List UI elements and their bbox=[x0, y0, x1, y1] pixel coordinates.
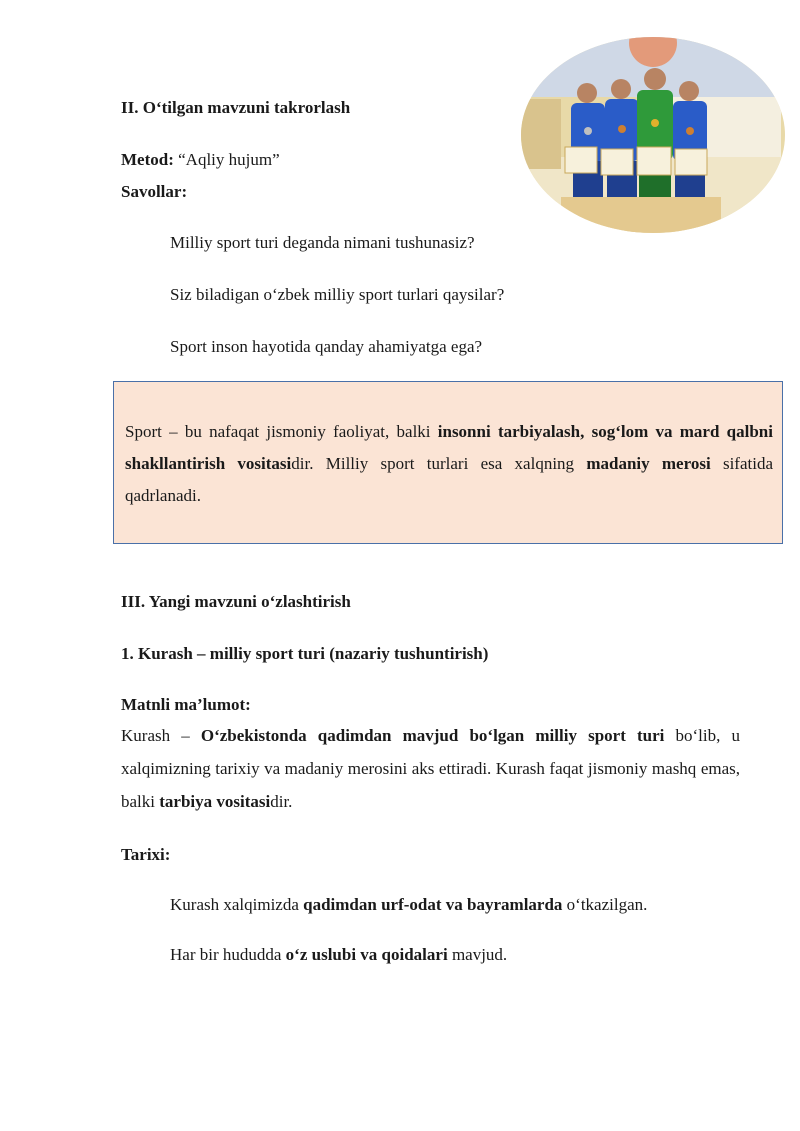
section-heading: III. Yangi mavzuni o‘zlashtirish bbox=[121, 592, 351, 611]
paragraph-text-segment: Kurash – bbox=[121, 726, 201, 745]
paragraph-text-segment: bo‘lib, u xalqimizning tarixiy va madaniy merosini aks ettiradi. Kurash faqat jismoniy mashq emas, balki bbox=[121, 726, 740, 811]
questions-label: Savollar: bbox=[121, 182, 188, 201]
question-item: Siz biladigan o‘zbek milliy sport turlari qaysilar? bbox=[170, 285, 505, 304]
paragraph-emphasis: O‘zbekistonda qadimdan mavjud bo‘lgan milliy sport turi bbox=[200, 726, 665, 745]
history-text-segment: o‘tkazilgan. bbox=[562, 895, 648, 914]
info-label: Matnli ma’lumot: bbox=[121, 695, 251, 714]
history-emphasis: qadimdan urf-odat va bayramlarda bbox=[303, 895, 563, 914]
method-line bbox=[121, 150, 280, 170]
callout-emphasis: madaniy merosi bbox=[586, 454, 711, 473]
callout-text-segment: sifatida qadrlanadi. bbox=[125, 454, 773, 505]
callout-emphasis: insonni tarbiyalash, sog‘lom va mard qalbni shakllantirish vositasi bbox=[125, 422, 773, 473]
paragraph-text-segment: dir. bbox=[270, 792, 293, 811]
history-text-segment: mavjud. bbox=[447, 945, 508, 964]
method-label: Metod: bbox=[121, 150, 174, 169]
history-item bbox=[170, 945, 507, 965]
section-heading: II. O‘tilgan mavzuni takrorlash bbox=[121, 98, 351, 117]
callout-text bbox=[125, 416, 773, 512]
callout-box bbox=[113, 381, 783, 544]
question-item: Sport inson hayotida qanday ahamiyatga ega? bbox=[170, 337, 483, 356]
history-label: Tarixi: bbox=[121, 845, 171, 864]
question-item: Milliy sport turi deganda nimani tushunasiz? bbox=[170, 233, 475, 252]
callout-text-segment: dir. Milliy sport turlari esa xalqning bbox=[291, 454, 587, 473]
history-item bbox=[170, 895, 647, 915]
wrestlers-podium-photo bbox=[521, 37, 785, 233]
history-text-segment: Kurash xalqimizda bbox=[170, 895, 304, 914]
wrestlers-photo-illustration bbox=[521, 37, 785, 233]
history-emphasis: o‘z uslubi va qoidalari bbox=[285, 945, 448, 964]
kurash-paragraph bbox=[121, 719, 740, 818]
callout-text-segment: Sport – bu nafaqat jismoniy faoliyat, balki bbox=[125, 422, 438, 441]
method-value: “Aqliy hujum” bbox=[173, 150, 280, 169]
subsection-heading: 1. Kurash – milliy sport turi (nazariy tushuntirish) bbox=[121, 644, 489, 663]
history-text-segment: Har bir hududda bbox=[170, 945, 286, 964]
paragraph-emphasis: tarbiya vositasi bbox=[159, 792, 271, 811]
